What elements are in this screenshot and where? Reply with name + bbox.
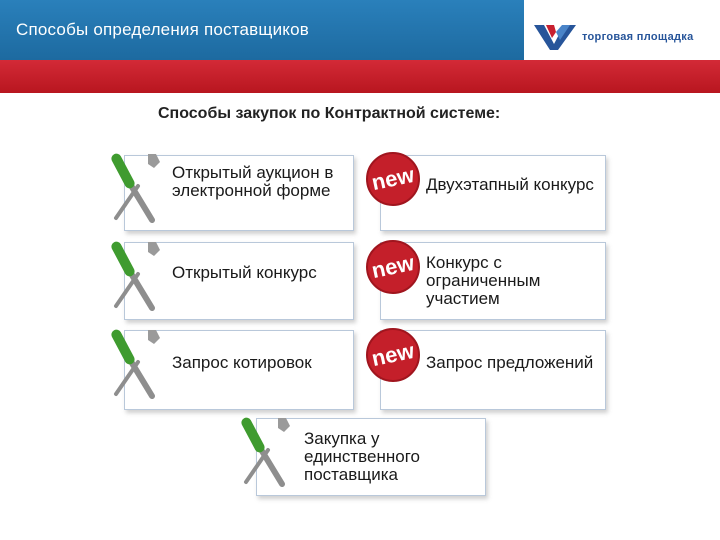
svg-text:new: new	[369, 249, 417, 284]
tools-icon	[238, 414, 294, 494]
svg-text:new: new	[369, 337, 417, 372]
new-badge-icon	[364, 326, 422, 384]
new-badge-icon	[364, 150, 422, 208]
method-label: Конкурс с ограниченным участием	[426, 253, 541, 308]
method-label: Закупка у единственного поставщика	[304, 429, 420, 484]
method-label: Запрос предложений	[426, 353, 594, 372]
section-title: Способы закупок по Контрактной системе:	[158, 105, 501, 122]
tools-icon	[108, 238, 164, 318]
method-label: Двухэтапный конкурс	[426, 175, 594, 194]
logo-mark-icon	[532, 22, 580, 52]
logo	[524, 0, 720, 60]
new-badge-icon	[364, 238, 422, 296]
logo-text: торговая площадка	[582, 31, 694, 43]
method-label: Запрос котировок	[172, 353, 312, 372]
page-title: Способы определения поставщиков	[16, 20, 309, 39]
red-accent-bar	[0, 60, 720, 93]
tools-icon	[108, 326, 164, 406]
svg-text:new: new	[369, 161, 417, 196]
tools-icon	[108, 150, 164, 230]
method-label: Открытый аукцион в электронной форме	[172, 163, 334, 200]
method-label: Открытый конкурс	[172, 263, 317, 282]
